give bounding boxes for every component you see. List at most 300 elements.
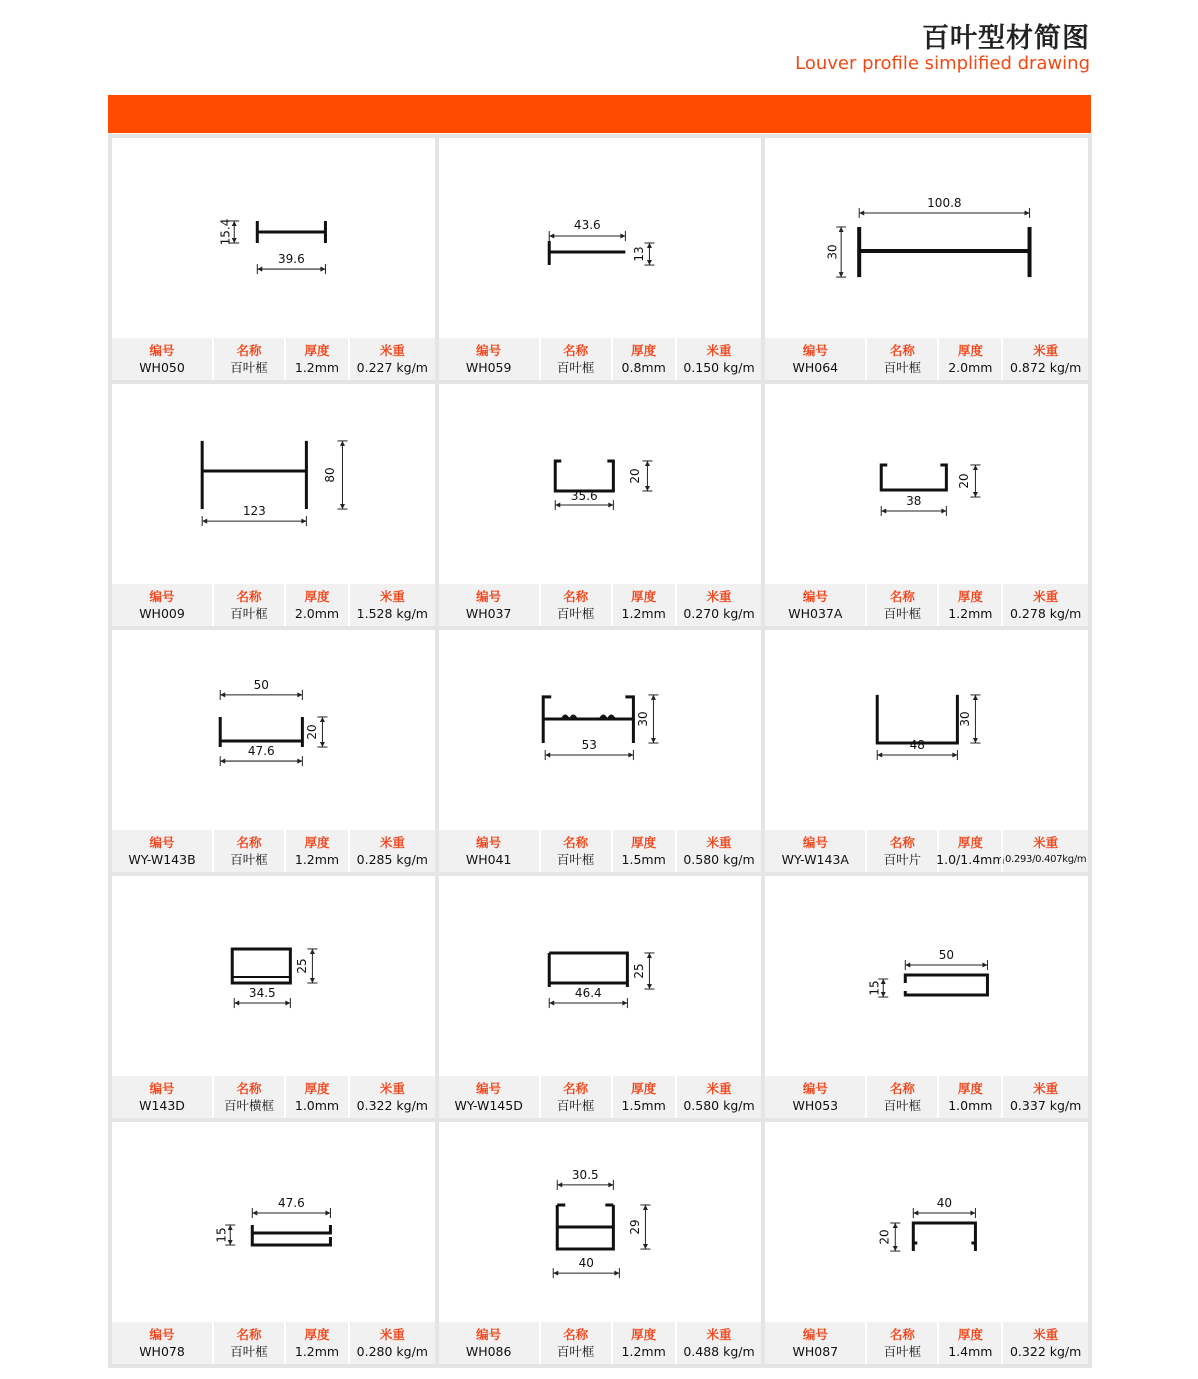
spec-weight-label: 米重: [379, 1081, 405, 1096]
spec-name-value: 百叶框: [883, 360, 922, 375]
profile-drawing: [439, 876, 762, 1076]
dimension-line: [957, 465, 981, 497]
spec-name: [539, 1322, 611, 1364]
spec-code: [765, 1322, 865, 1364]
spec-code: [112, 584, 212, 626]
spec-table: [765, 584, 1088, 626]
spec-name-label: 名称: [563, 343, 589, 358]
spec-weight: [1001, 338, 1088, 380]
spec-table: [112, 830, 435, 872]
profile-diagram: [439, 138, 762, 338]
spec-name: [212, 830, 284, 872]
spec-name: [212, 1076, 284, 1118]
spec-weight: [675, 830, 762, 872]
spec-code-value: WH087: [792, 1344, 839, 1359]
dimension-line: [549, 218, 625, 241]
spec-name-value: 百叶框: [883, 1098, 922, 1113]
spec-weight: [675, 584, 762, 626]
dimension-line: [878, 738, 958, 760]
spec-code: [439, 584, 539, 626]
dimension-label: 47.6: [247, 744, 275, 759]
dimension-line: [868, 979, 889, 997]
page-subtitle: Louver profile simplified drawing: [795, 53, 1090, 74]
dimension-label: 80: [322, 467, 337, 483]
spec-thickness-value: 1.2mm: [294, 852, 340, 867]
spec-name-label: 名称: [889, 343, 915, 358]
spec-name-value: 百叶框: [556, 1344, 595, 1359]
spec-code-label: 编号: [802, 1081, 828, 1096]
profile-diagram: [765, 876, 1088, 1076]
dimension-label: 39.6: [277, 252, 305, 267]
dimension-line: [220, 744, 302, 766]
profile-card: [112, 1122, 435, 1364]
spec-thickness: [611, 584, 675, 626]
spec-weight-label: 米重: [379, 589, 405, 604]
spec-weight-value: 0.488 kg/m: [683, 1344, 755, 1359]
spec-name-label: 名称: [236, 1081, 262, 1096]
spec-name-value: 百叶框: [230, 852, 268, 867]
spec-table: [765, 338, 1088, 380]
profile-drawing: [439, 384, 762, 584]
spec-table: [439, 1322, 762, 1364]
profile-drawing: [765, 138, 1088, 338]
profile-diagram: [765, 138, 1088, 338]
spec-weight: [348, 584, 435, 626]
spec-thickness-value: 2.0mm: [948, 360, 993, 375]
dimension-line: [632, 953, 655, 989]
dimension-label: 30: [958, 711, 973, 727]
spec-code-value: WH059: [465, 360, 512, 375]
spec-weight: [675, 1076, 762, 1118]
spec-thickness-label: 厚度: [957, 835, 983, 850]
profile-diagram: [112, 630, 435, 830]
dimension-line: [257, 252, 325, 274]
dimension-label: 15: [868, 980, 883, 996]
spec-code-label: 编号: [476, 835, 502, 850]
profile-diagram: [112, 138, 435, 338]
dimension-line: [202, 504, 306, 526]
spec-weight-label: 米重: [379, 1327, 405, 1342]
spec-name-label: 名称: [889, 1081, 915, 1096]
dimension-line: [882, 494, 947, 516]
dimension-label: 47.6: [277, 1195, 305, 1210]
spec-name: [212, 1322, 284, 1364]
spec-weight: [675, 1322, 762, 1364]
dimension-label: 20: [878, 1229, 893, 1245]
spec-code-value: WH064: [792, 360, 839, 375]
spec-code: [765, 1076, 865, 1118]
spec-code-label: 编号: [476, 1327, 502, 1342]
spec-name-label: 名称: [563, 835, 589, 850]
spec-name-value: 百叶框: [556, 1098, 595, 1113]
spec-thickness-label: 厚度: [631, 589, 657, 604]
spec-weight-value: 0.322 kg/m: [356, 1098, 428, 1113]
spec-thickness-value: 2.0mm: [294, 606, 340, 621]
spec-thickness-label: 厚度: [957, 1327, 983, 1342]
profile-diagram: [765, 384, 1088, 584]
spec-weight-value: 0.322 kg/m: [1009, 1344, 1082, 1359]
dimension-line: [878, 1223, 901, 1251]
profile-drawing: [112, 876, 435, 1076]
profile-shape: [252, 1225, 330, 1245]
profile-drawing: [439, 630, 762, 830]
spec-name: [865, 830, 937, 872]
spec-name: [212, 338, 284, 380]
spec-weight-label: 米重: [379, 343, 405, 358]
spec-weight-value: 0.580 kg/m: [683, 852, 755, 867]
profile-drawing: [765, 876, 1088, 1076]
profile-shape: [906, 975, 988, 995]
spec-code-value: W143D: [139, 1098, 185, 1113]
spec-weight-value: 0.270 kg/m: [683, 606, 755, 621]
spec-thickness: [284, 338, 348, 380]
spec-code-value: WH078: [139, 1344, 185, 1359]
spec-thickness: [284, 1322, 348, 1364]
spec-weight-label: 米重: [1033, 589, 1059, 604]
spec-code-value: WH009: [139, 606, 185, 621]
dimension-line: [557, 1168, 613, 1190]
dimension-line: [219, 219, 240, 246]
spec-name-label: 名称: [563, 1081, 589, 1096]
profile-drawing: [112, 138, 435, 338]
dimension-line: [234, 986, 290, 1008]
spec-code: [112, 1076, 212, 1118]
spec-code-label: 编号: [149, 1081, 175, 1096]
profile-diagram: [439, 384, 762, 584]
spec-weight-label: 米重: [706, 589, 732, 604]
dimension-label: 40: [937, 1195, 953, 1210]
spec-weight: [348, 830, 435, 872]
spec-weight: [348, 1076, 435, 1118]
profile-diagram: [439, 876, 762, 1076]
spec-weight-label: 米重: [1033, 1327, 1059, 1342]
dimension-label: 50: [939, 947, 955, 962]
dimension-line: [628, 1205, 651, 1249]
dimension-line: [553, 1256, 619, 1278]
spec-thickness: [611, 830, 675, 872]
dimension-line: [323, 441, 348, 509]
spec-name-value: 百叶片: [883, 852, 922, 867]
page-title: 百叶型材简图: [922, 23, 1090, 54]
profile-shape: [202, 441, 306, 509]
spec-name: [865, 338, 937, 380]
dimension-label: 48: [909, 738, 926, 753]
spec-code-value: WH086: [465, 1344, 512, 1359]
profile-drawing: [765, 384, 1088, 584]
spec-thickness-value: 1.2mm: [621, 1344, 666, 1359]
spec-weight-value: 0.580 kg/m: [683, 1098, 755, 1113]
spec-name-label: 名称: [563, 589, 589, 604]
profile-diagram: [439, 630, 762, 830]
profile-diagram: [112, 1122, 435, 1322]
spec-code-label: 编号: [476, 343, 502, 358]
spec-weight: [348, 1322, 435, 1364]
dimension-line: [906, 948, 988, 970]
spec-code-label: 编号: [149, 343, 175, 358]
profile-shape: [549, 953, 627, 987]
spec-code: [439, 338, 539, 380]
spec-code-label: 编号: [802, 343, 828, 358]
spec-thickness-value: 1.2mm: [294, 1344, 340, 1359]
spec-weight: [675, 338, 762, 380]
profile-drawing: [765, 1122, 1088, 1322]
spec-thickness: [611, 1322, 675, 1364]
spec-name-value: 百叶框: [230, 1344, 268, 1359]
spec-name-label: 名称: [236, 589, 262, 604]
profile-grid: [108, 134, 1092, 1368]
spec-thickness-label: 厚度: [957, 343, 983, 358]
spec-code-label: 编号: [149, 589, 175, 604]
spec-thickness: [284, 830, 348, 872]
spec-weight: [1001, 1076, 1088, 1118]
profile-shape: [860, 227, 1030, 277]
dimension-label: 15.4: [218, 218, 233, 246]
spec-name-label: 名称: [889, 589, 915, 604]
profile-card: [439, 138, 762, 380]
spec-thickness-value: 1.4mm: [948, 1344, 993, 1359]
dimension-label: 35.6: [570, 489, 598, 504]
spec-table: [765, 830, 1088, 872]
dimension-label: 29: [627, 1219, 642, 1235]
dimension-line: [220, 678, 302, 700]
spec-name: [212, 584, 284, 626]
spec-thickness-label: 厚度: [304, 835, 330, 850]
dimension-line: [958, 695, 981, 743]
dimension-line: [632, 243, 655, 265]
spec-table: [765, 1076, 1088, 1118]
profile-shape: [555, 461, 613, 491]
spec-weight-label: 米重: [1033, 835, 1059, 850]
spec-code: [765, 584, 865, 626]
dimension-label: 30.5: [571, 1167, 599, 1182]
spec-code-value: WH050: [139, 360, 185, 375]
dimension-label: 46.4: [574, 986, 602, 1001]
profile-shape: [882, 465, 947, 490]
profile-card: [439, 876, 762, 1118]
dimension-label: 43.6: [573, 217, 601, 232]
spec-thickness: [284, 584, 348, 626]
spec-table: [439, 830, 762, 872]
dimension-line: [295, 949, 318, 983]
spec-code: [112, 830, 212, 872]
spec-name-label: 名称: [236, 835, 262, 850]
dimension-label: 13: [631, 246, 646, 262]
spec-code-label: 编号: [476, 1081, 502, 1096]
accent-bar: [108, 95, 1091, 133]
profile-drawing: [765, 630, 1088, 830]
profile-card: [439, 384, 762, 626]
spec-code: [765, 830, 865, 872]
dimension-line: [826, 227, 847, 277]
spec-weight: [1001, 830, 1088, 872]
spec-code: [439, 1322, 539, 1364]
spec-code: [765, 338, 865, 380]
dimension-label: 25: [294, 958, 309, 974]
dimension-line: [252, 1196, 330, 1218]
profile-card: [765, 630, 1088, 872]
profile-diagram: [765, 1122, 1088, 1322]
spec-thickness-label: 厚度: [631, 1081, 657, 1096]
dimension-label: 53: [581, 738, 597, 753]
dimension-line: [860, 196, 1030, 218]
dimension-label: 38: [906, 494, 922, 509]
spec-thickness-value: 1.2mm: [948, 606, 993, 621]
profile-shape: [914, 1223, 976, 1251]
profile-card: [112, 384, 435, 626]
spec-table: [439, 338, 762, 380]
spec-code: [112, 1322, 212, 1364]
spec-thickness-label: 厚度: [631, 343, 657, 358]
spec-code-label: 编号: [802, 1327, 828, 1342]
profile-card: [112, 876, 435, 1118]
dimension-label: 20: [627, 468, 642, 484]
spec-weight-value: 0.293/0.407kg/m: [1004, 854, 1087, 865]
dimension-label: 40: [578, 1256, 594, 1271]
spec-code-label: 编号: [149, 835, 175, 850]
spec-weight-value: 0.285 kg/m: [356, 852, 428, 867]
spec-thickness-value: 1.2mm: [294, 360, 340, 375]
spec-name-label: 名称: [563, 1327, 589, 1342]
spec-name: [539, 1076, 611, 1118]
dimension-label: 20: [957, 473, 972, 489]
dimension-label: 123: [242, 504, 266, 519]
dimension-label: 15: [214, 1227, 229, 1243]
spec-thickness-value: 1.2mm: [621, 606, 666, 621]
spec-code-value: WH041: [465, 852, 512, 867]
spec-thickness: [937, 1322, 1001, 1364]
dimension-line: [549, 986, 627, 1008]
spec-weight-value: 1.528 kg/m: [356, 606, 428, 621]
profile-card: [765, 384, 1088, 626]
spec-thickness: [936, 830, 1005, 872]
profile-diagram: [765, 630, 1088, 830]
spec-code-label: 编号: [802, 589, 828, 604]
spec-name-label: 名称: [889, 1327, 915, 1342]
profile-card: [112, 138, 435, 380]
spec-thickness-value: 1.0mm: [948, 1098, 993, 1113]
spec-thickness-value: 1.0/1.4mm: [936, 852, 1005, 867]
spec-thickness-label: 厚度: [957, 1081, 983, 1096]
spec-code: [439, 1076, 539, 1118]
spec-weight-value: 0.337 kg/m: [1009, 1098, 1082, 1113]
profile-drawing: [112, 384, 435, 584]
profile-card: [765, 1122, 1088, 1364]
spec-thickness-value: 1.5mm: [621, 852, 666, 867]
spec-weight-label: 米重: [706, 343, 732, 358]
dimension-line: [305, 717, 328, 747]
dimension-label: 30: [825, 244, 840, 260]
spec-weight-value: 0.227 kg/m: [356, 360, 428, 375]
spec-name-value: 百叶框: [883, 606, 922, 621]
spec-name-label: 名称: [889, 835, 915, 850]
spec-weight-value: 0.150 kg/m: [683, 360, 755, 375]
spec-thickness: [611, 338, 675, 380]
spec-weight-value: 0.872 kg/m: [1009, 360, 1082, 375]
spec-table: [439, 584, 762, 626]
spec-weight-label: 米重: [1033, 1081, 1059, 1096]
profile-shape: [557, 1205, 613, 1249]
spec-thickness-label: 厚度: [631, 1327, 657, 1342]
dimension-line: [545, 738, 633, 760]
dimension-line: [636, 695, 659, 743]
profile-diagram: [439, 1122, 762, 1322]
profile-shape: [543, 697, 633, 743]
spec-table: [765, 1322, 1088, 1364]
spec-name: [539, 584, 611, 626]
spec-name-value: 百叶框: [556, 606, 595, 621]
spec-weight: [1001, 1322, 1088, 1364]
profile-card: [765, 138, 1088, 380]
spec-code-value: WH037A: [788, 606, 843, 621]
spec-table: [439, 1076, 762, 1118]
spec-weight-label: 米重: [1033, 343, 1059, 358]
spec-name-value: 百叶框: [556, 360, 595, 375]
spec-thickness: [937, 584, 1001, 626]
spec-code-value: WY-W143A: [781, 852, 849, 867]
spec-name-value: 百叶框: [556, 852, 595, 867]
dimension-label: 30: [635, 711, 650, 727]
dimension-label: 50: [253, 677, 269, 692]
spec-name: [539, 338, 611, 380]
spec-weight: [348, 338, 435, 380]
profile-shape: [257, 221, 325, 243]
profile-card: [439, 630, 762, 872]
spec-name-value: 百叶框: [883, 1344, 922, 1359]
spec-code-value: WH053: [792, 1098, 839, 1113]
spec-code-value: WH037: [465, 606, 512, 621]
spec-weight-value: 0.278 kg/m: [1009, 606, 1082, 621]
spec-name-label: 名称: [236, 1327, 262, 1342]
spec-weight-label: 米重: [706, 835, 732, 850]
spec-name-value: 百叶框: [230, 606, 268, 621]
dimension-line: [628, 461, 653, 491]
spec-thickness-value: 0.8mm: [621, 360, 666, 375]
spec-code-label: 编号: [476, 589, 502, 604]
dimension-line: [914, 1196, 976, 1218]
spec-code-label: 编号: [802, 835, 828, 850]
profile-drawing: [112, 1122, 435, 1322]
spec-weight-label: 米重: [706, 1081, 732, 1096]
spec-thickness: [937, 1076, 1001, 1118]
spec-weight-label: 米重: [379, 835, 405, 850]
spec-weight: [1001, 584, 1088, 626]
profile-shape: [549, 241, 625, 265]
spec-code: [439, 830, 539, 872]
profile-diagram: [112, 384, 435, 584]
dimension-label: 100.8: [927, 195, 962, 210]
spec-thickness-label: 厚度: [304, 343, 330, 358]
profile-card: [439, 1122, 762, 1364]
spec-name-value: 百叶横框: [223, 1098, 274, 1113]
dimension-label: 25: [631, 963, 646, 979]
profile-shape: [878, 695, 958, 743]
spec-thickness-label: 厚度: [631, 835, 657, 850]
dimension-label: 34.5: [248, 986, 276, 1001]
spec-thickness-label: 厚度: [304, 1081, 330, 1096]
spec-weight-value: 0.280 kg/m: [356, 1344, 428, 1359]
spec-thickness-label: 厚度: [304, 589, 330, 604]
spec-table: [112, 584, 435, 626]
spec-thickness: [284, 1076, 348, 1118]
spec-thickness: [937, 338, 1001, 380]
spec-thickness: [611, 1076, 675, 1118]
spec-code: [112, 338, 212, 380]
spec-thickness-value: 1.0mm: [294, 1098, 340, 1113]
spec-name: [865, 584, 937, 626]
spec-code-label: 编号: [149, 1327, 175, 1342]
spec-weight-label: 米重: [706, 1327, 732, 1342]
spec-thickness-label: 厚度: [304, 1327, 330, 1342]
